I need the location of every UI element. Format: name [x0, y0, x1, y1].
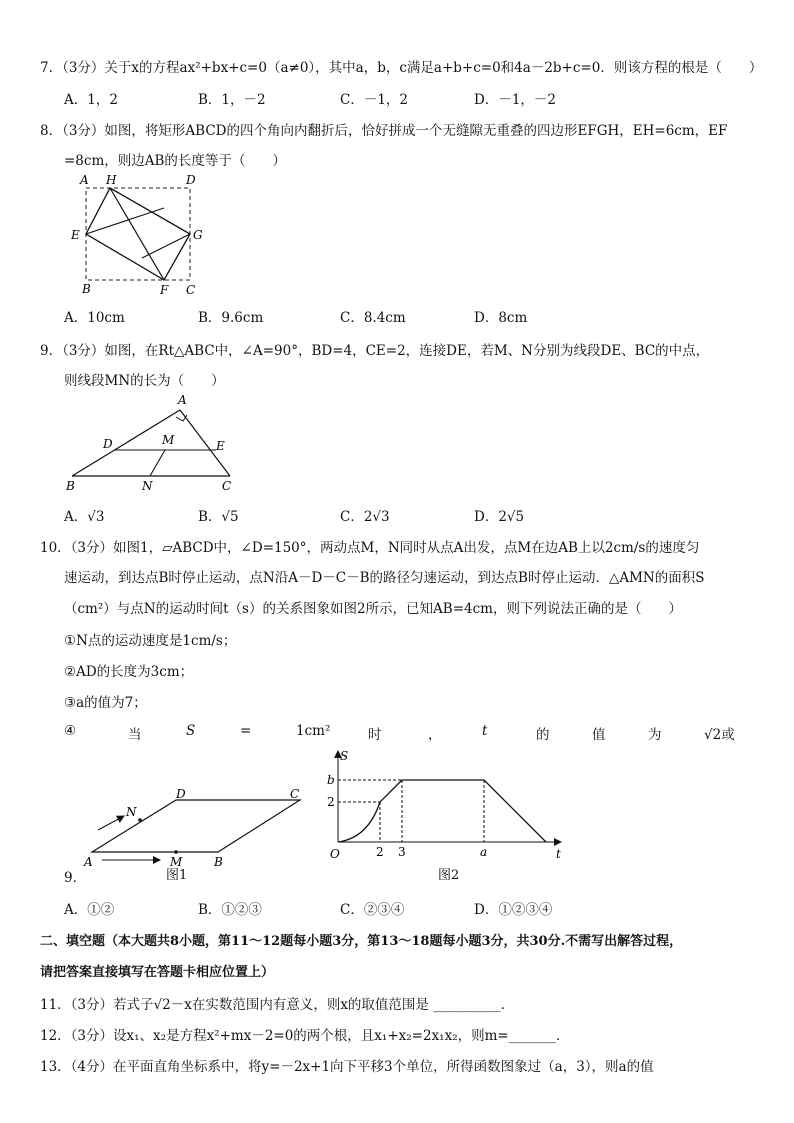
q8-label-d: D — [186, 173, 196, 187]
q10-option-d: D．①②③④ — [474, 902, 553, 918]
q10-statement-2: ②AD的长度为3cm； — [64, 664, 194, 680]
q9-label-n: N — [142, 479, 153, 493]
q9-label-b: B — [66, 479, 75, 493]
q9-label-e: E — [216, 439, 225, 453]
q7-option-b: B．1，－2 — [198, 92, 266, 108]
q10-fig1-label-n: N — [126, 805, 137, 819]
q8-stem-line1: 8．（3分）如图，将矩形ABCD的四个角向内翻折后，恰好拼成一个无缝隙无重叠的四边形EFGH，EH=6cm，EF — [40, 123, 728, 139]
q12-stem: 12．（3分）设x₁、x₂是方程x²+mx－2=0的两个根，且x₁+x₂=2x₁x₂，则m=_______． — [40, 1028, 570, 1044]
q8-stem-line2: =8cm，则边AB的长度等于（ ） — [64, 153, 286, 169]
q10-fig1-caption: 图1 — [166, 868, 188, 883]
q10-s4-t: t — [482, 723, 488, 739]
q10-fig2-axis-s: S — [340, 749, 349, 763]
q7-option-a: A．1，2 — [64, 92, 118, 108]
q10-s4-s: S — [186, 723, 196, 739]
q10-option-b: B．①②③ — [198, 902, 262, 918]
q11-stem: 11．（3分）若式子√2－x在实数范围内有意义，则x的取值范围是 __________． — [40, 997, 515, 1013]
q10-s4-eq: = — [240, 723, 252, 739]
q8-label-a: A — [80, 173, 89, 187]
q10-statement-3: ③a的值为7； — [64, 695, 147, 711]
q10-fig2-label-b: b — [327, 773, 335, 787]
q9-label-d: D — [103, 437, 113, 451]
q9-option-c: C．2√3 — [340, 509, 390, 525]
q9-option-a: A．√3 — [64, 509, 105, 525]
q10-s4-wei: 为 — [648, 727, 662, 743]
q10-trailing-number: 9． — [64, 870, 87, 886]
q10-s4-zhi: 值 — [592, 727, 606, 743]
q13-stem: 13．（4分）在平面直角坐标系中，将y=－2x+1向下平移3个单位，所得函数图象过（a，3），则a的值 — [40, 1059, 654, 1075]
q8-option-a: A．10cm — [64, 310, 125, 326]
q10-s4-value: 1cm² — [296, 723, 331, 739]
q7-option-d: D．－1，－2 — [474, 92, 557, 108]
q10-stem-line2: 速运动，到达点B时停止运动，点N沿A－D－C－B的路径匀速运动，到达点B时停止运动．△AMN的面积S — [64, 570, 705, 586]
q10-s4-num: ④ — [64, 723, 77, 739]
q10-fig1-label-a: A — [84, 855, 93, 869]
q8-label-h: H — [106, 173, 117, 187]
q10-fig2-label-x3: 3 — [398, 845, 406, 859]
q8-label-c: C — [186, 283, 196, 297]
q9-option-d: D．2√5 — [474, 509, 525, 525]
q9-stem-line1: 9．（3分）如图，在Rt△ABC中，∠A=90°，BD=4，CE=2，连接DE，若M、N分别为线段DE、BC的中点， — [40, 343, 710, 359]
q10-s4-answer: √2或 — [704, 727, 735, 743]
q9-option-b: B．√5 — [198, 509, 239, 525]
q8-label-g: G — [193, 228, 203, 242]
q10-fig1-label-b: B — [214, 855, 223, 869]
q10-figure-2 — [320, 746, 570, 862]
q10-option-c: C．②③④ — [340, 902, 405, 918]
q9-label-m: M — [162, 433, 175, 447]
q9-stem-line2: 则线段MN的长为（ ） — [64, 373, 225, 389]
q10-fig2-label-y2: 2 — [327, 795, 335, 809]
q8-label-f: F — [160, 283, 169, 297]
q10-stem-line3: （cm²）与点N的运动时间t（s）的关系图象如图2所示，已知AB=4cm，则下列说法正确的是（ ） — [64, 601, 682, 617]
q10-fig2-caption: 图2 — [438, 868, 460, 883]
q9-label-c: C — [222, 479, 232, 493]
q10-statement-1: ①N点的运动速度是1cm/s； — [64, 633, 237, 649]
q9-label-a: A — [178, 393, 187, 407]
q10-fig1-label-c: C — [290, 787, 300, 801]
q8-option-b: B．9.6cm — [198, 310, 264, 326]
q10-s4-comma: ， — [428, 727, 442, 743]
q10-fig2-label-x2: 2 — [376, 845, 384, 859]
q7-option-c: C．－1，2 — [340, 92, 409, 108]
q8-option-d: D．8cm — [474, 310, 528, 326]
q8-label-e: E — [71, 228, 80, 242]
q10-fig1-label-m: M — [170, 855, 183, 869]
q10-s4-when: 当 — [128, 727, 142, 743]
q7-stem: 7．（3分）关于x的方程ax²+bx+c=0（a≠0），其中a，b，c满足a+b+c=0和4a－2b+c=0．则该方程的根是（ ） — [40, 60, 763, 76]
q10-fig2-origin: O — [330, 847, 340, 861]
q9-figure — [58, 390, 248, 498]
q8-label-b: B — [82, 282, 91, 296]
q8-figure — [60, 168, 220, 298]
q10-s4-de: 的 — [536, 727, 550, 743]
q10-fig2-label-a: a — [480, 845, 488, 859]
q10-s4-shi: 时 — [368, 727, 382, 743]
q10-fig1-label-d: D — [176, 787, 186, 801]
section2-heading-line2: 请把答案直接填写在答题卡相应位置上） — [40, 965, 275, 980]
q10-fig2-axis-t: t — [556, 847, 561, 861]
q10-option-a: A．①② — [64, 902, 115, 918]
section2-heading-line1: 二、填空题（本大题共8小题，第11～12题每小题3分，第13～18题每小题3分，共30分.不需写出解答过程， — [40, 934, 683, 949]
q10-figure-1 — [78, 780, 318, 880]
q8-option-c: C．8.4cm — [340, 310, 406, 326]
q10-stem-line1: 10．（3分）如图1，▱ABCD中，∠D=150°，两动点M，N同时从点A出发，点M在边AB上以2cm/s的速度匀 — [40, 540, 700, 556]
